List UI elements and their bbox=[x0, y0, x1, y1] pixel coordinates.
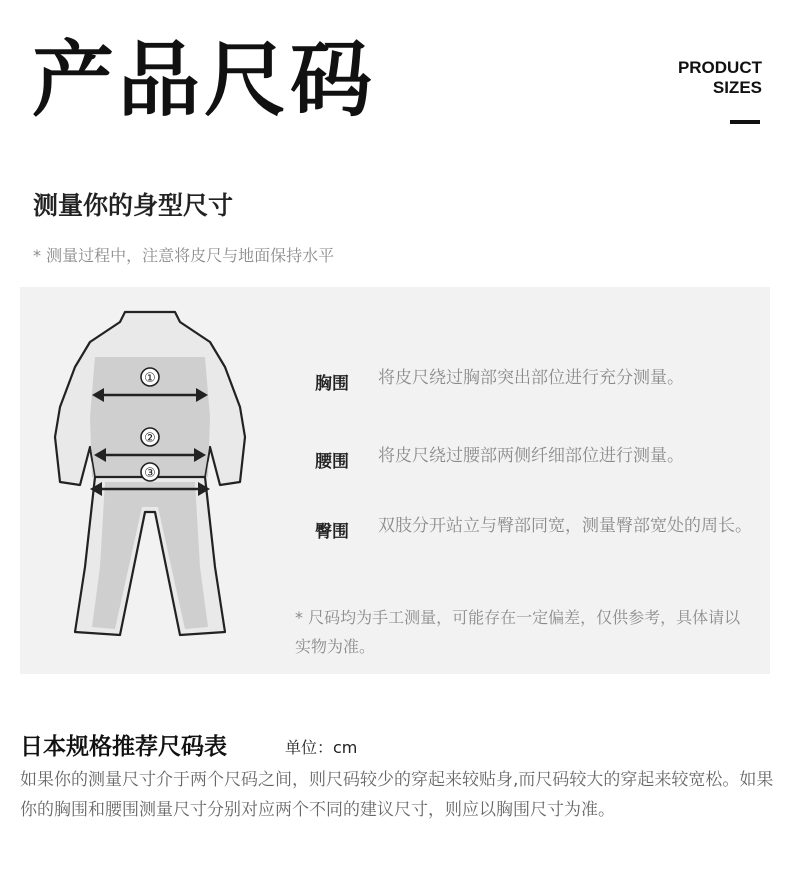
size-table-heading: 日本规格推荐尺码表 bbox=[20, 734, 227, 760]
measurement-panel bbox=[20, 287, 770, 674]
marker-chest: ① bbox=[144, 371, 156, 386]
chest-description: 将皮尺绕过胸部突出部位进行充分测量。 bbox=[378, 368, 684, 388]
subtitle-line-1: PRODUCT bbox=[677, 58, 762, 77]
page-title: 产品尺码 bbox=[32, 33, 377, 128]
marker-waist: ② bbox=[144, 431, 156, 446]
measurement-disclaimer: * 尺码均为手工测量，可能存在一定偏差，仅供参考，具体请以实物为准。 bbox=[295, 608, 741, 656]
subtitle-line-2: SIZES bbox=[712, 78, 762, 97]
measure-note: * 测量过程中，注意将皮尺与地面保持水平 bbox=[33, 246, 335, 265]
hip-label: 臀围 bbox=[315, 522, 349, 542]
measure-heading: 测量你的身型尺寸 bbox=[33, 191, 234, 220]
unit-label: 单位：cm bbox=[285, 738, 358, 757]
chest-label: 胸围 bbox=[315, 374, 349, 394]
page-subtitle bbox=[678, 58, 762, 98]
body-figure-illustration bbox=[50, 307, 250, 642]
marker-hip: ③ bbox=[144, 466, 156, 481]
size-table-explanation: 如果你的测量尺寸介于两个尺码之间，则尺码较少的穿起来较贴身,而尺码较大的穿起来较宽松。如果你的胸围和腰围测量尺寸分别对应两个不同的建议尺寸，则应以胸围尺寸为准。 bbox=[20, 770, 774, 820]
waist-label: 腰围 bbox=[315, 452, 349, 472]
waist-description: 将皮尺绕过腰部两侧纤细部位进行测量。 bbox=[378, 446, 684, 466]
title-dash-divider bbox=[730, 120, 760, 124]
hip-description: 双肢分开站立与臀部同宽，测量臀部宽处的周长。 bbox=[378, 516, 752, 536]
